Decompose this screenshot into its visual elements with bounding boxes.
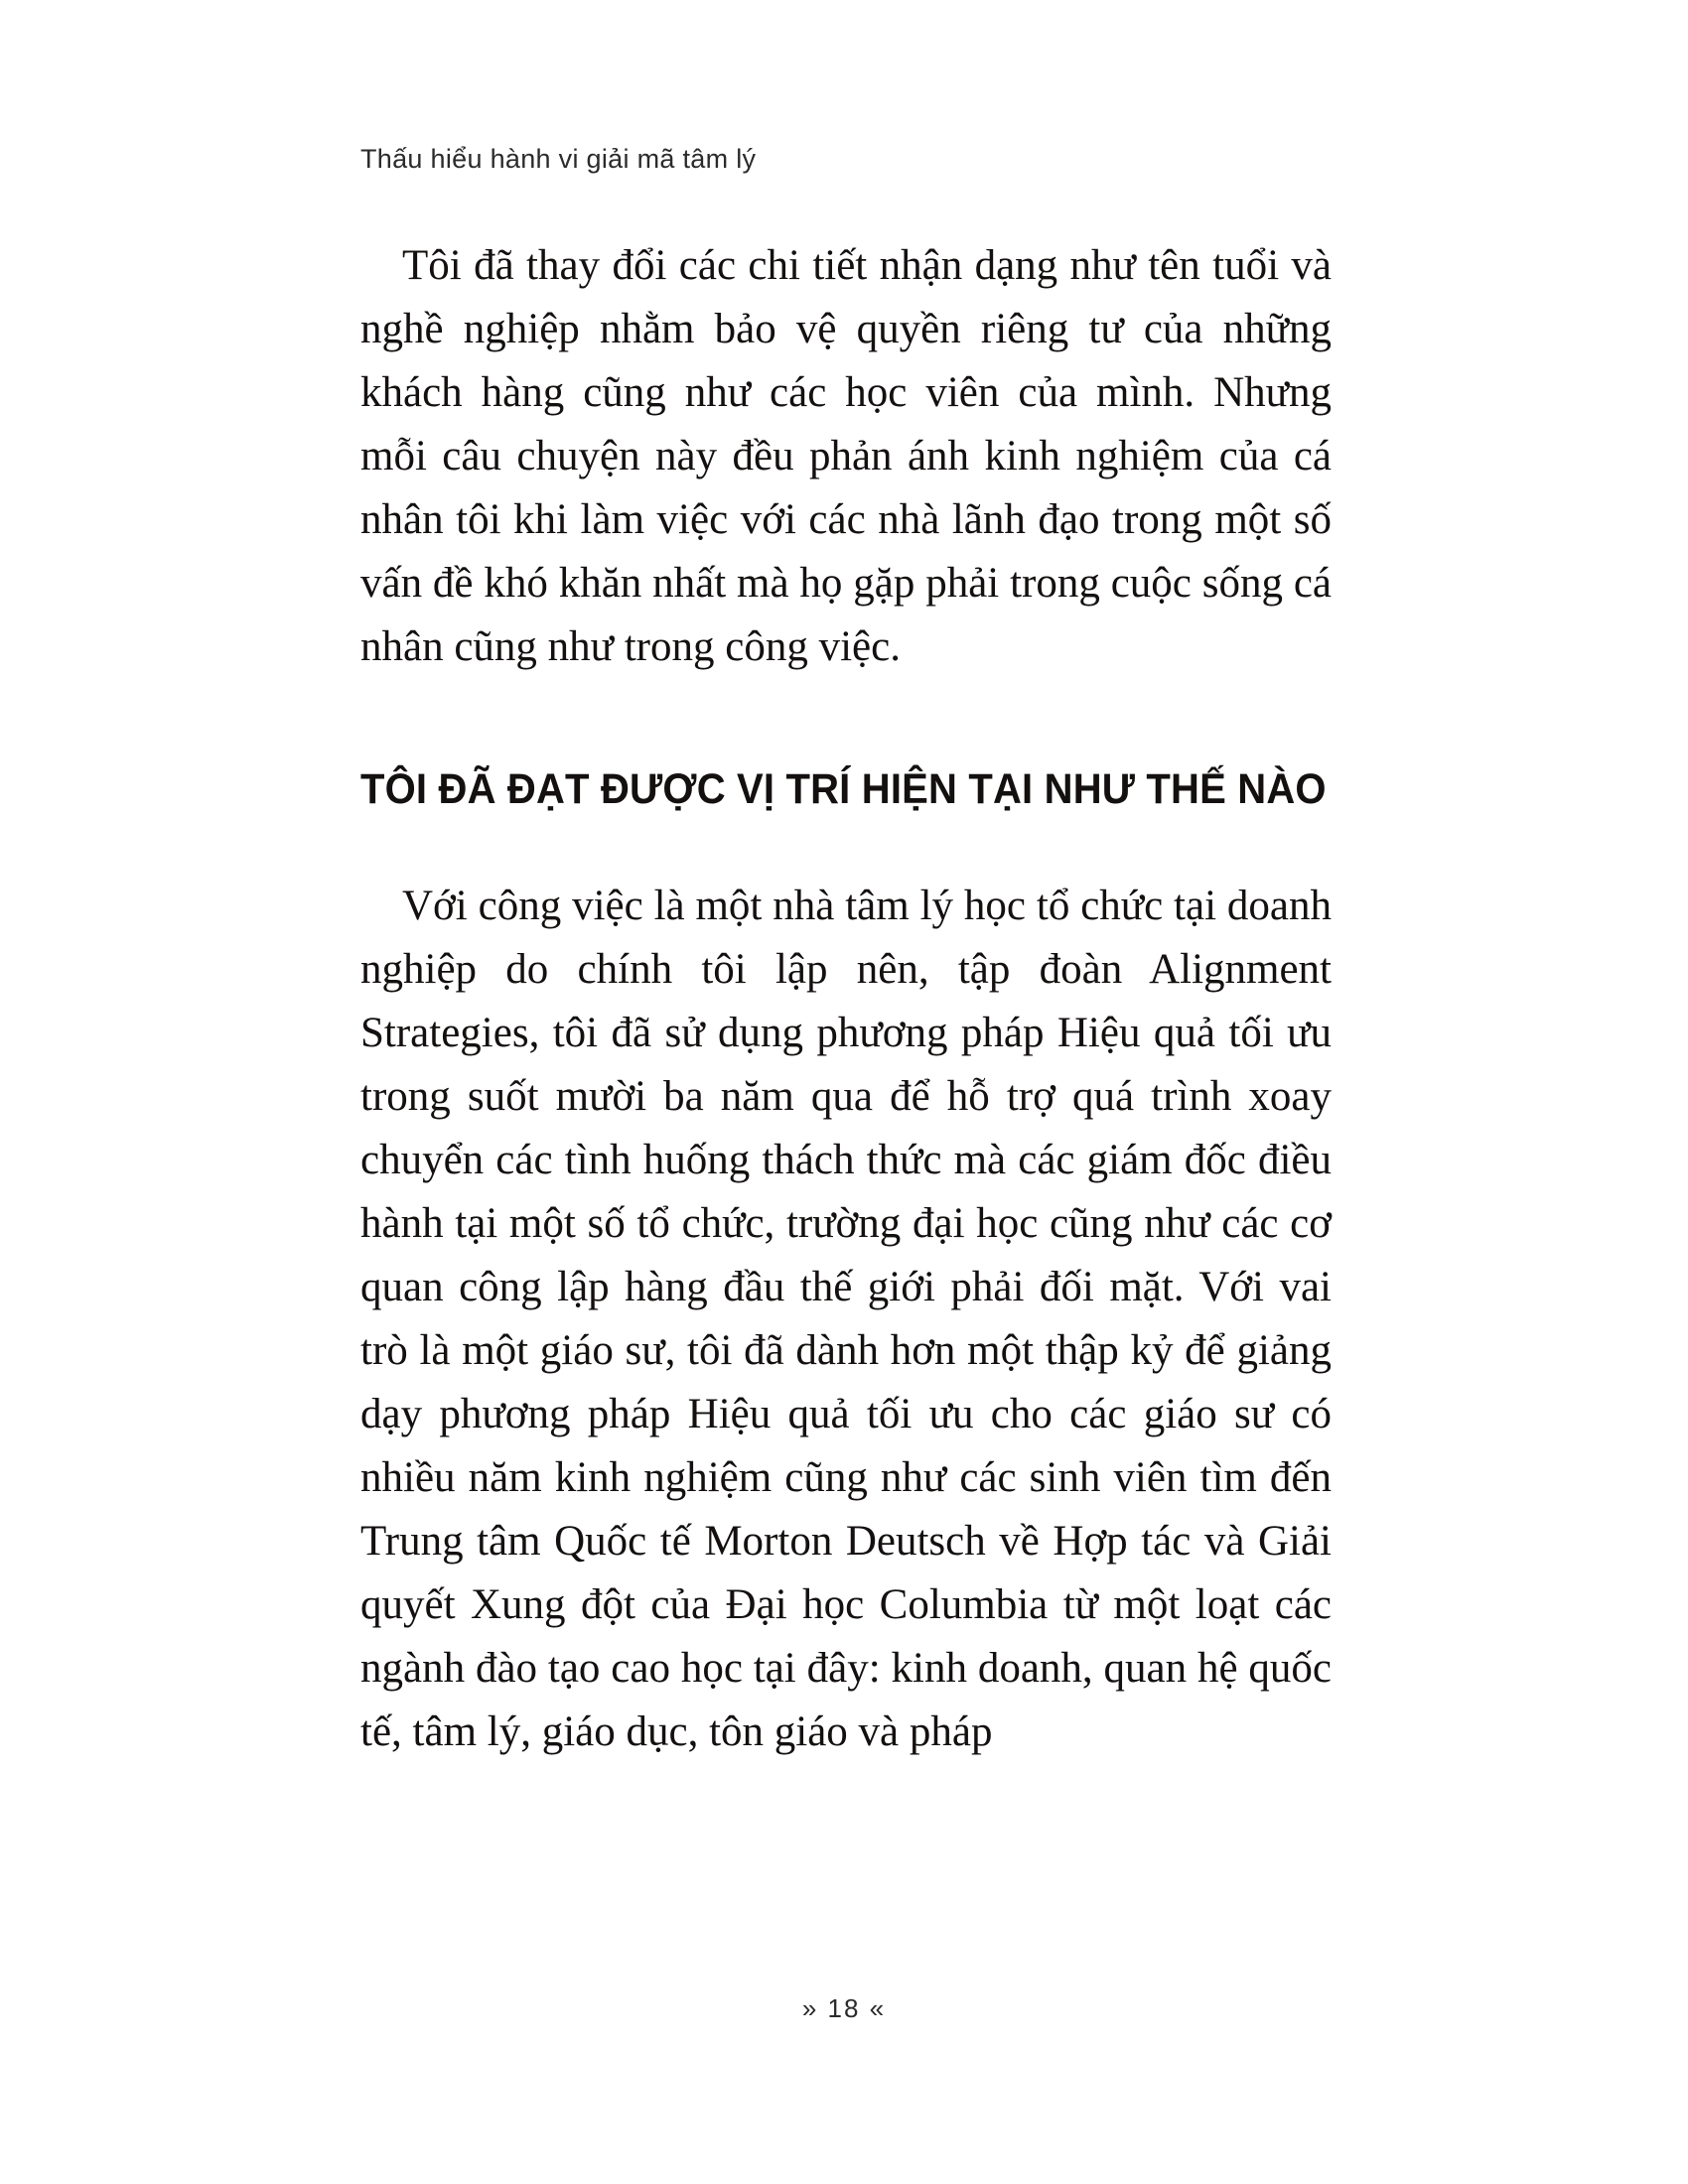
body-paragraph-1: Tôi đã thay đổi các chi tiết nhận dạng như tên tuổi và nghề nghiệp nhằm bảo vệ quyền riêng tư của những khách hàng cũng như các học viên của mình. Nhưng mỗi câu chuyện này đều phản ánh kinh nghiệm của cá nhân tôi khi làm việc với các nhà lãnh đạo trong một số vấn đề khó khăn nhất mà họ gặp phải trong cuộc sống cá nhân cũng như trong công việc. bbox=[360, 242, 1332, 670]
text-column bbox=[360, 234, 1332, 1764]
running-header: Thấu hiểu hành vi giải mã tâm lý bbox=[360, 144, 757, 174]
page-number-footer: » 18 « bbox=[801, 1993, 887, 2023]
section-heading-block bbox=[360, 766, 1332, 813]
body-paragraph-2: Với công việc là một nhà tâm lý học tổ chức tại doanh nghiệp do chính tôi lập nên, tập đoàn Alignment Strategies, tôi đã sử dụng phương pháp Hiệu quả tối ưu trong suốt mười ba năm qua để hỗ trợ quá trình xoay chuyển các tình huống thách thức mà các giám đốc điều hành tại một số tổ chức, trường đại học cũng như các cơ quan công lập hàng đầu thế giới phải đối mặt. Với vai trò là một giáo sư, tôi đã dành hơn một thập kỷ để giảng dạy phương pháp Hiệu quả tối ưu cho các giáo sư có nhiều năm kinh nghiệm cũng như các sinh viên tìm đến Trung tâm Quốc tế Morton Deutsch về Hợp tác và Giải quyết Xung đột của Đại học Columbia từ một loạt các ngành đào tạo cao học tại đây: kinh doanh, quan hệ quốc tế, tâm lý, giáo dục, tôn giáo và pháp bbox=[360, 883, 1332, 1756]
section-heading: TÔI ĐÃ ĐẠT ĐƯỢC VỊ TRÍ HIỆN TẠI NHƯ THẾ NÀO bbox=[360, 765, 1327, 813]
